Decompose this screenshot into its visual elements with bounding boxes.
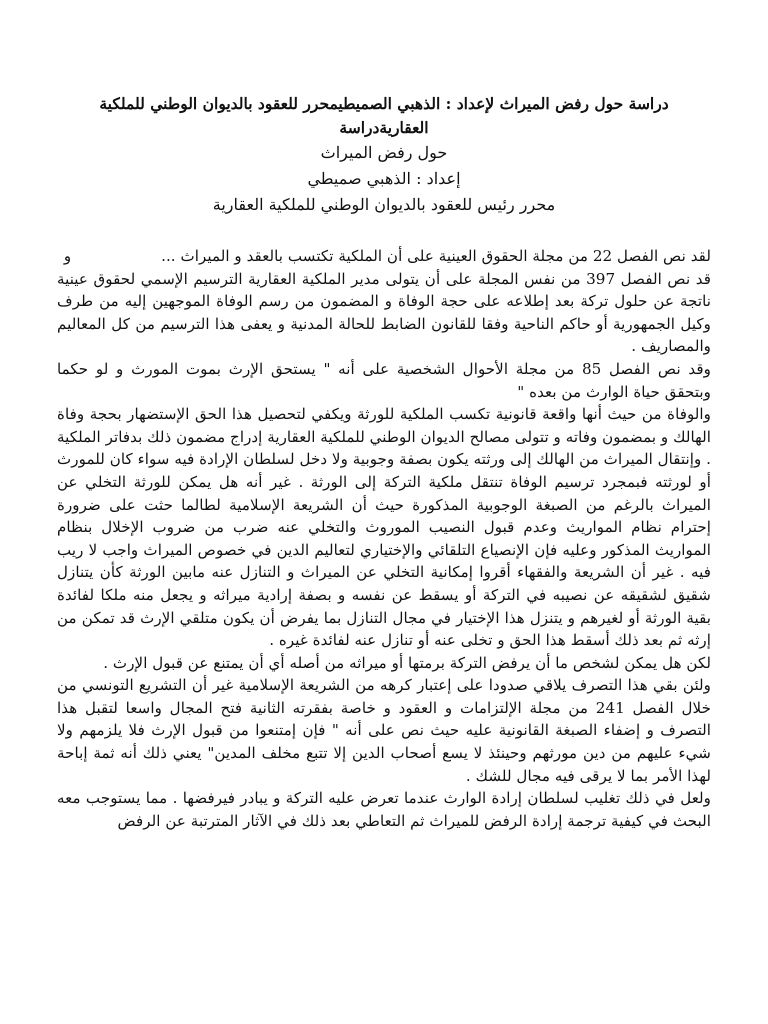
paragraph-4: والوفاة من حيث أنها واقعة قانونية تكسب الملكية للورثة ويكفي لتحصيل هذا الحق الإستضهار بحجة وفاة الهالك و بمضمون وفاته و تتولى مصالح الديوان الوطني للملكية العقارية إدراج مضمون ذلك بدفاتر الملكية . وإنتقال الميراث من الهالك إلى ورثته يكون بصفة وجوبية ولا دخل لسلطان الإرادة فيه سواء كان للمورث أو لورثته فبمجرد ترسيم الوفاة تنتقل ملكية التركة إلى الورثة . غير أنه هل يمكن للورثة التخلي عن الميراث بالرغم من الصبغة الوجوبية المذكورة حيث أن الشريعة الإسلامية لطالما حثت على ضرورة إحترام نظام المواريث وعدم قبول النصيب الموروث والتخلي عنه ضرب من ضروب الإخلال بنظام المواريث المذكور وعليه فإن الإنصياع التلقائي والإختياري لتعاليم الدين في خصوص الميراث واجب لا ريب فيه . غير أن الشريعة والفقهاء أقروا إمكانية التخلي عن الميراث و التنازل عنه مابين الورثة كأن يتنازل شقيق لشقيقه عن نصيبه في التركة أو يسقط عن نفسه و بصفة إرادية ميراثه و يجعل منه ملكا لفائدة بقية الورثة أو لغيرهم و يتنزل هذا الإختيار في مجال التنازل بما يفرض أن يكون متلقي الإرث قد تمكن من إرثه ثم بعد ذلك أسقط هذا الحق و تخلى عنه أو تنازل عنه لفائدة غيره . bbox=[57, 405, 711, 650]
paragraph-5: لكن هل يمكن لشخص ما أن يرفض التركة برمتها أو ميراثه من أصله أي أن يمتنع عن قبول الإرث . bbox=[103, 653, 711, 672]
paragraph-1-tail: و bbox=[63, 247, 72, 265]
author-role-line: محرر رئيس للعقود بالديوان الوطني للملكية العقارية bbox=[212, 195, 556, 214]
document-body bbox=[57, 245, 711, 832]
author-line: إعداد : الذهبي صميطي bbox=[307, 169, 461, 188]
paragraph-3: وقد نص الفصل 85 من مجلة الأحوال الشخصية على أنه " يستحق الإرث بموت المورث و لو حكما وبتحقق حياة الوارث من بعده " bbox=[57, 359, 711, 401]
paragraph-1-text: لقد نص الفصل 22 من مجلة الحقوق العينية على أن الملكية تكتسب بالعقد و الميراث ... bbox=[161, 247, 711, 265]
paragraph-7: ولعل في ذلك تغليب لسلطان إرادة الوارث عندما تعرض عليه التركة و يبادر فيرفضها . مما يستوجب معه البحث في كيفية ترجمة إرادة الرفض للميراث ثم التعاطي بعد ذلك في الآثار المترتبة عن الرفض bbox=[57, 789, 711, 830]
document-header bbox=[60, 92, 708, 218]
paragraph-1 bbox=[57, 245, 711, 268]
paragraph-6: ولئن بقي هذا التصرف يلاقي صدودا على إعتبار كرهه من الشريعة الإسلامية غير أن التشريع التونسي من خلال الفصل 241 من مجلة الإلتزامات و العقود و خاصة بفقرته الثانية فتح المجال واسعا لتقبل هذا التصرف و إضفاء الصبغة القانونية عليه حيث نص على أنه " فإن إمتنعوا من قبول الإرث فلا يلزمهم ولا شيء عليهم من دين مورثهم وحينئذ لا يسع أصحاب الدين إلا تتبع مخلف المدين" يعني ذلك أنه ثمة إباحة لهذا الأمر بما لا يرقى فيه مجال للشك . bbox=[57, 676, 711, 785]
subtitle-line: حول رفض الميراث bbox=[320, 143, 448, 162]
paragraph-2: قد نص الفصل 397 من نفس المجلة على أن يتولى مدير الملكية العقارية الترسيم الإسمي لحقوق عينية ناتجة عن حلول تركة بعد إطلاعه على حجة الوفاة و المضمون من رسم الوفاة الموجهين إليه من طرف وكيل الجمهورية أو حاكم الناحية وفقا للقانون الضابط للحالة المدنية و يعفى هذا الترسيم من كل المعاليم والمصاريف . bbox=[57, 269, 711, 356]
document-title: دراسة حول رفض الميراث لإعداد : الذهبي الصميطيمحرر للعقود بالديوان الوطني للملكية العقاريةدراسة bbox=[99, 94, 669, 137]
